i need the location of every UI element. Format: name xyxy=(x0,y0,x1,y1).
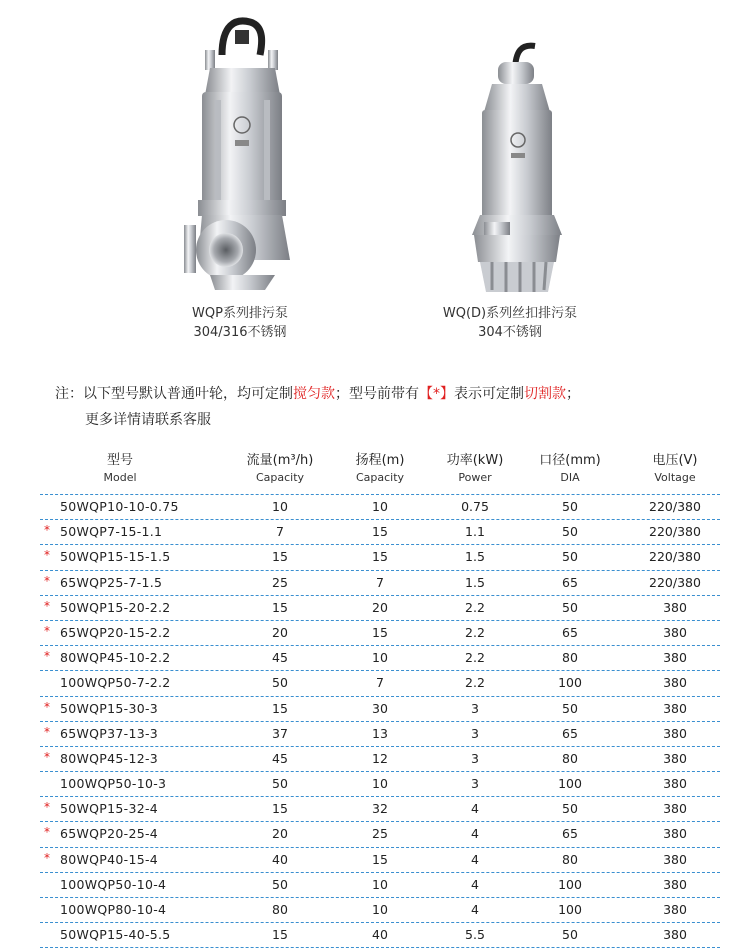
cell-dia: 100 xyxy=(558,776,582,792)
note-prefix: 注：以下型号默认普通叶轮，均可定制 xyxy=(55,386,293,402)
cell-voltage: 380 xyxy=(663,801,687,817)
model-text: 65WQP25-7-1.5 xyxy=(60,574,163,590)
cell-power: 4 xyxy=(471,801,479,817)
cell-flow: 20 xyxy=(272,624,288,640)
cell-dia: 100 xyxy=(558,876,582,892)
cell-head: 20 xyxy=(372,599,388,615)
note-stir-highlight: 搅匀款 xyxy=(293,386,335,402)
cell-flow: 10 xyxy=(272,499,288,514)
customizable-star-icon: * xyxy=(44,825,50,840)
table-row xyxy=(40,495,720,520)
cell-power: 4 xyxy=(471,902,479,917)
customizable-star-icon: * xyxy=(44,699,50,714)
cell-voltage: 380 xyxy=(663,675,687,691)
cell-dia: 50 xyxy=(562,700,578,716)
product-name: WQ(D)系列丝扣排污泵 xyxy=(442,306,578,321)
product-wqp xyxy=(110,0,370,342)
cell-voltage: 380 xyxy=(663,750,687,766)
cell-head: 7 xyxy=(376,574,384,590)
cell-head: 32 xyxy=(372,801,388,817)
cell-power: 2.2 xyxy=(465,624,485,640)
note-star-mark: 【*】 xyxy=(419,386,454,402)
cell-dia: 50 xyxy=(562,927,578,943)
spec-table xyxy=(40,452,720,948)
model-text: 50WQP10-10-0.75 xyxy=(60,499,179,514)
cell-head: 13 xyxy=(372,725,388,741)
customizable-star-icon: * xyxy=(44,850,50,865)
table-row xyxy=(40,923,720,948)
cell-power: 2.2 xyxy=(465,675,485,691)
cell-power: 3 xyxy=(471,725,479,741)
cell-dia: 80 xyxy=(562,851,578,867)
cell-flow: 40 xyxy=(272,851,288,867)
model-text: 50WQP15-40-5.5 xyxy=(60,927,171,943)
table-row xyxy=(40,747,720,772)
note-cut-highlight: 切割款 xyxy=(524,386,566,402)
cell-voltage: 380 xyxy=(663,851,687,867)
cell-voltage: 220/380 xyxy=(649,524,701,540)
table-row xyxy=(40,520,720,545)
cell-power: 4 xyxy=(471,826,479,842)
note-line-1 xyxy=(55,381,580,407)
cell-power: 3 xyxy=(471,700,479,716)
cell-power: 1.5 xyxy=(465,574,485,590)
cell-voltage: 380 xyxy=(663,876,687,892)
customizable-star-icon: * xyxy=(44,598,50,613)
customizable-star-icon: * xyxy=(44,800,50,815)
customizable-star-icon: * xyxy=(44,749,50,764)
model-text: 50WQP15-32-4 xyxy=(60,801,159,817)
cell-dia: 65 xyxy=(562,725,578,741)
cell-voltage: 220/380 xyxy=(649,499,701,514)
product-material: 304/316不锈钢 xyxy=(193,325,287,340)
cell-dia: 50 xyxy=(562,549,578,565)
cell-voltage: 380 xyxy=(663,725,687,741)
table-row xyxy=(40,822,720,847)
cell-head: 40 xyxy=(372,927,388,943)
cell-voltage: 380 xyxy=(663,776,687,792)
cell-flow: 45 xyxy=(272,750,288,766)
header-model: 型号 Model xyxy=(103,453,137,484)
cell-head: 10 xyxy=(372,902,388,917)
table-row xyxy=(40,571,720,596)
table-row xyxy=(40,898,720,923)
cell-head: 30 xyxy=(372,700,388,716)
customizable-star-icon: * xyxy=(44,523,50,538)
table-row xyxy=(40,545,720,570)
customizable-star-icon: * xyxy=(44,724,50,739)
cell-flow: 50 xyxy=(272,675,288,691)
table-header xyxy=(40,452,720,495)
table-body xyxy=(40,495,720,948)
cell-flow: 20 xyxy=(272,826,288,842)
cell-voltage: 220/380 xyxy=(649,574,701,590)
cell-head: 10 xyxy=(372,650,388,666)
cell-flow: 50 xyxy=(272,876,288,892)
model-text: 65WQP20-15-2.2 xyxy=(60,624,171,640)
cell-power: 2.2 xyxy=(465,650,485,666)
cell-flow: 45 xyxy=(272,650,288,666)
cell-voltage: 380 xyxy=(663,826,687,842)
cell-flow: 80 xyxy=(272,902,288,917)
model-text: 65WQP20-25-4 xyxy=(60,826,159,842)
cell-flow: 15 xyxy=(272,549,288,565)
customizable-star-icon: * xyxy=(44,548,50,563)
cell-flow: 15 xyxy=(272,927,288,943)
cell-flow: 7 xyxy=(276,524,284,540)
cell-power: 2.2 xyxy=(465,599,485,615)
cell-dia: 80 xyxy=(562,650,578,666)
cell-head: 10 xyxy=(372,499,388,514)
cell-voltage: 380 xyxy=(663,700,687,716)
table-row xyxy=(40,621,720,646)
model-text: 100WQP50-10-4 xyxy=(60,876,167,892)
header-dia: 口径(mm) DIA xyxy=(539,453,601,484)
cell-flow: 37 xyxy=(272,725,288,741)
cell-head: 7 xyxy=(376,675,384,691)
cell-dia: 65 xyxy=(562,826,578,842)
header-voltage: 电压(V) Voltage xyxy=(652,453,698,484)
cell-head: 25 xyxy=(372,826,388,842)
cell-head: 10 xyxy=(372,876,388,892)
product-name: WQP系列排污泵 xyxy=(192,306,288,321)
table-row xyxy=(40,697,720,722)
cell-dia: 100 xyxy=(558,902,582,917)
customizable-star-icon: * xyxy=(44,649,50,664)
table-row xyxy=(40,772,720,797)
cell-power: 1.1 xyxy=(465,524,485,540)
model-text: 80WQP40-15-4 xyxy=(60,851,159,867)
table-row xyxy=(40,873,720,898)
header-flow: 流量(m³/h) Capacity xyxy=(246,453,314,484)
cell-power: 4 xyxy=(471,876,479,892)
customizable-star-icon: * xyxy=(44,573,50,588)
cell-head: 15 xyxy=(372,624,388,640)
model-text: 50WQP7-15-1.1 xyxy=(60,524,163,540)
table-row xyxy=(40,596,720,621)
model-text: 80WQP45-12-3 xyxy=(60,750,159,766)
cell-dia: 100 xyxy=(558,675,582,691)
cell-voltage: 380 xyxy=(663,650,687,666)
table-row xyxy=(40,671,720,696)
model-text: 50WQP15-15-1.5 xyxy=(60,549,171,565)
cell-head: 15 xyxy=(372,549,388,565)
cell-power: 4 xyxy=(471,851,479,867)
cell-flow: 50 xyxy=(272,776,288,792)
note-line-2: 更多详情请联系客服 xyxy=(85,412,211,428)
cell-voltage: 220/380 xyxy=(649,549,701,565)
cell-dia: 65 xyxy=(562,624,578,640)
note-mid: ；型号前带有 xyxy=(335,386,419,402)
header-head: 扬程(m) Capacity xyxy=(355,453,405,484)
cell-flow: 25 xyxy=(272,574,288,590)
model-text: 50WQP15-20-2.2 xyxy=(60,599,171,615)
cell-dia: 50 xyxy=(562,599,578,615)
product-wqd xyxy=(380,0,640,342)
model-text: 65WQP37-13-3 xyxy=(60,725,159,741)
header-power: 功率(kW) Power xyxy=(446,453,504,484)
cell-flow: 15 xyxy=(272,700,288,716)
cell-power: 5.5 xyxy=(465,927,485,943)
table-row xyxy=(40,646,720,671)
cell-power: 3 xyxy=(471,776,479,792)
model-text: 100WQP50-7-2.2 xyxy=(60,675,171,691)
model-text: 50WQP15-30-3 xyxy=(60,700,159,716)
wqd-pump-image xyxy=(410,0,610,300)
cell-dia: 80 xyxy=(562,750,578,766)
product-gallery xyxy=(0,0,750,365)
cell-flow: 15 xyxy=(272,801,288,817)
note-after-mark: 表示可定制 xyxy=(454,386,524,402)
cell-power: 0.75 xyxy=(461,499,489,514)
cell-power: 3 xyxy=(471,750,479,766)
cell-dia: 50 xyxy=(562,524,578,540)
cell-flow: 15 xyxy=(272,599,288,615)
model-text: 100WQP50-10-3 xyxy=(60,776,167,792)
customization-note xyxy=(55,381,580,433)
customizable-star-icon: * xyxy=(44,623,50,638)
cell-voltage: 380 xyxy=(663,624,687,640)
cell-dia: 50 xyxy=(562,499,578,514)
cell-head: 15 xyxy=(372,524,388,540)
table-row xyxy=(40,797,720,822)
cell-dia: 50 xyxy=(562,801,578,817)
product-material: 304不锈钢 xyxy=(478,325,542,340)
cell-voltage: 380 xyxy=(663,927,687,943)
cell-voltage: 380 xyxy=(663,902,687,917)
cell-power: 1.5 xyxy=(465,549,485,565)
cell-head: 15 xyxy=(372,851,388,867)
note-end: ； xyxy=(566,386,580,402)
model-text: 100WQP80-10-4 xyxy=(60,902,167,917)
cell-voltage: 380 xyxy=(663,599,687,615)
table-row xyxy=(40,848,720,873)
table-row xyxy=(40,722,720,747)
cell-head: 12 xyxy=(372,750,388,766)
cell-head: 10 xyxy=(372,776,388,792)
model-text: 80WQP45-10-2.2 xyxy=(60,650,171,666)
cell-dia: 65 xyxy=(562,574,578,590)
wqp-pump-image xyxy=(140,0,340,300)
